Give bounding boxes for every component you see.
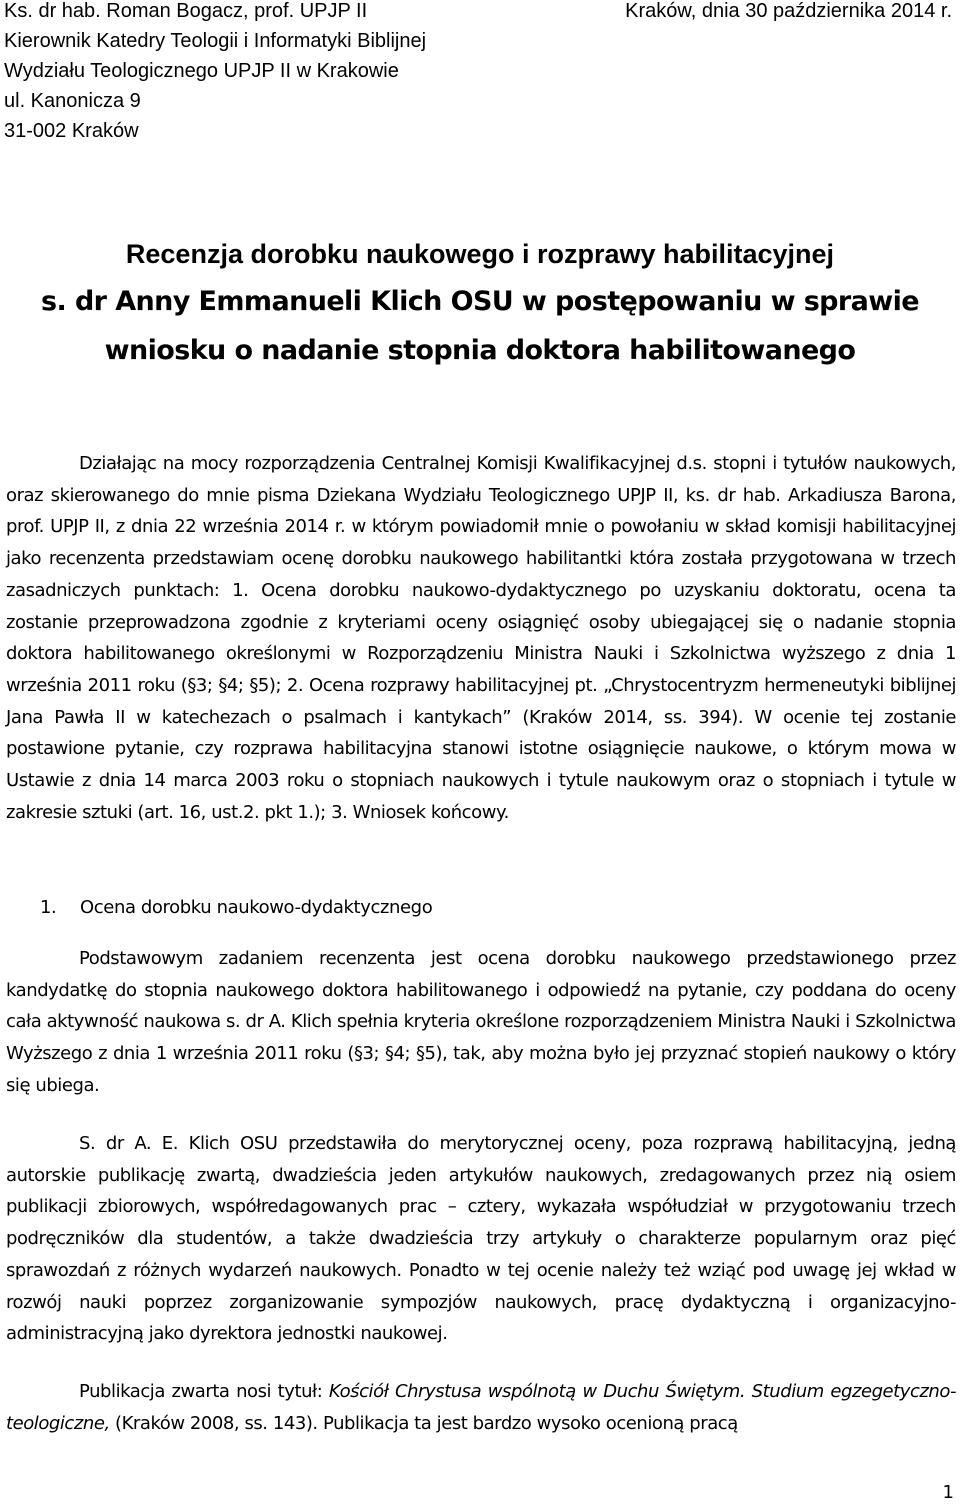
author-line: Wydziału Teologicznego UPJP II w Krakowie — [4, 60, 399, 82]
paragraph-4 — [6, 1376, 956, 1439]
section-title: Ocena dorobku naukowo-dydaktycznego — [80, 897, 433, 918]
paragraph-4-lead: Publikacja zwarta nosi tytuł: — [79, 1381, 329, 1402]
section-heading — [40, 892, 432, 924]
paragraph-4-tail: (Kraków 2008, ss. 143). Publikacja ta jest bardzo wysoko ocenioną pracą — [109, 1412, 738, 1434]
page-number: 1 — [942, 1482, 954, 1503]
place-date: Kraków, dnia 30 października 2014 r. — [625, 0, 952, 22]
paragraph-2-block — [6, 943, 956, 1102]
section-number: 1. — [40, 897, 57, 918]
paragraph-3-block — [6, 1128, 956, 1350]
author-line: ul. Kanonicza 9 — [4, 90, 141, 112]
paragraph-2: Podstawowym zadaniem recenzenta jest ocena dorobku naukowego przedstawionego przez kandydatkę do stopnia naukowego doktora habilitowanego i odpowiedź na pytanie, czy poddana do oceny cała aktywność naukowa s. dr A. Klich spełnia kryteria określone rozporządzeniem Ministra Nauki i Szkolnictwa Wyższego z dnia 1 września 2011 roku (§3; §4; §5), tak, aby można było jej przyznać stopień naukowy o który się ubiega. — [6, 948, 956, 1096]
document-title-line-2: s. dr Anny Emmanueli Klich OSU w postępowaniu w sprawie — [41, 286, 919, 317]
paragraph-4-block — [6, 1376, 956, 1439]
intro-paragraph: Działając na mocy rozporządzenia Centralnej Komisji Kwalifikacyjnej d.s. stopni i tytułów naukowych, oraz skierowanego do mnie pisma Dziekana Wydziału Teologicznego UPJP II, ks. dr hab. Arkadiusza Barona, prof. UPJP II, z dnia 22 września 2014 r. w którym powiadomił mnie o powołaniu w skład komisji habilitacyjnej jako recenzenta przedstawiam ocenę dorobku naukowego habilitantki która została przygotowana w trzech zasadniczych punktach: 1. Ocena dorobku naukowo-dydaktycznego po uzyskaniu doktoratu, ocena ta zostanie przeprowadzona zgodnie z kryteriami oceny osiągnięć osoby ubiegającej się o nadanie stopnia doktora habilitowanego określonymi w Rozporządzeniu Ministra Nauki i Szkolnictwa wyższego z dnia 1 września 2011 roku (§3; §4; §5); 2. Ocena rozprawy habilitacyjnej pt. „Chrystocentryzm hermeneutyki biblijnej Jana Pawła II w katechezach o psalmach i kantykach” (Kraków 2014, ss. 394). W ocenie tej zostanie postawione pytanie, czy rozprawa habilitacyjna stanowi istotne osiągnięcie naukowe, o którym mowa w Ustawie z dnia 14 marca 2003 roku o stopniach naukowych i tytule naukowym oraz o stopniach i tytule w zakresie sztuki (art. 16, ust.2. pkt 1.); 3. Wniosek końcowy. — [6, 453, 956, 823]
author-address-block — [4, 0, 426, 146]
author-line: Ks. dr hab. Roman Bogacz, prof. UPJP II — [4, 0, 368, 22]
document-title-line-3: wniosku o nadanie stopnia doktora habilitowanego — [104, 335, 856, 366]
document-title-line-1: Recenzja dorobku naukowego i rozprawy habilitacyjnej — [125, 239, 835, 269]
author-line: Kierownik Katedry Teologii i Informatyki Biblijnej — [4, 30, 427, 52]
paragraph-3: S. dr A. E. Klich OSU przedstawiła do merytorycznej oceny, poza rozprawą habilitacyjną, jedną autorskie publikację zwartą, dwadzieścia jeden artykułów naukowych, zredagowanych przez nią osiem publikacji zbiorowych, współredagowanych prac – cztery, wykazała współudział w przygotowaniu trzech podręczników dla studentów, a także dwadzieścia trzy artykuły o charakterze popularnym oraz pięć sprawozdań z różnych wydarzeń naukowych. Ponadto w tej ocenie należy też wziąć pod uwagę jej wkład w rozwój nauki poprzez zorganizowanie sympozjów naukowych, pracę dydaktyczną i organizacyjno-administracyjną jako dyrektora jednostki naukowej. — [6, 1133, 956, 1345]
author-line: 31-002 Kraków — [4, 120, 139, 142]
intro-paragraph-block — [6, 448, 956, 828]
publication-title: Kościół Chrystusa wspólnotą w Duchu Świętym. Studium egzegetyczno-teologiczne, — [6, 1381, 957, 1434]
